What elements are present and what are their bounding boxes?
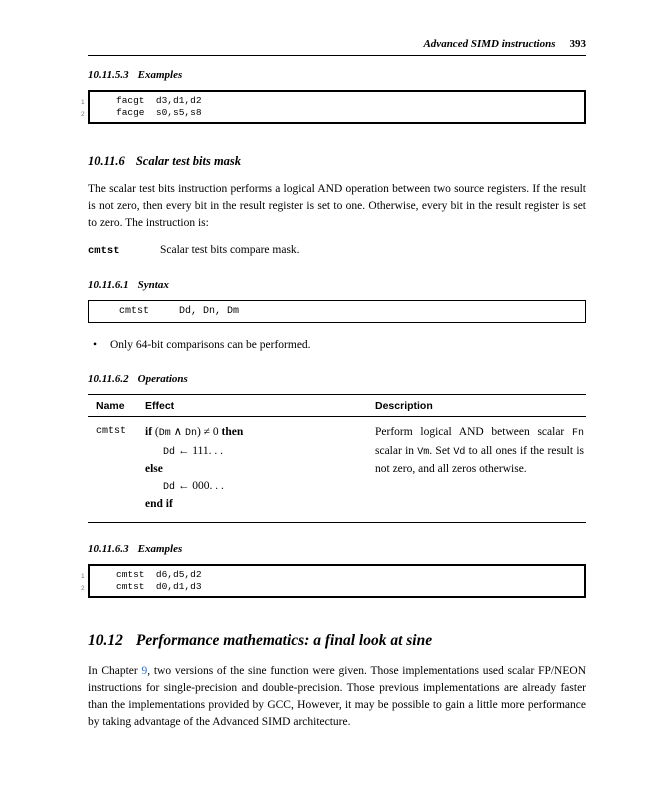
syntax-box: cmtst Dd, Dn, Dm [88, 300, 586, 323]
code-listing-cmtst [81, 564, 586, 598]
heading-title: Examples [137, 542, 183, 555]
page-number: 393 [569, 38, 586, 50]
text-segment: ∧ [170, 426, 185, 438]
text-segment: Fn [571, 428, 584, 439]
code-line [81, 107, 584, 119]
effect-line [145, 461, 375, 478]
text-segment: if [145, 426, 155, 438]
text-segment: Dm [158, 428, 171, 439]
effect-line [145, 443, 375, 462]
bullet-icon: • [93, 339, 98, 351]
bullet-text: Only 64-bit comparisons can be performed. [110, 339, 311, 351]
chapter-9-link[interactable]: 9 [141, 664, 148, 677]
text-segment: Vm [417, 446, 430, 458]
line-number: 1 [81, 99, 85, 106]
code-text: facge s0,s5,s8 [116, 107, 202, 118]
running-header [88, 38, 586, 56]
text-segment: to all ones if the result is not zero, and all zeros otherwise. [375, 444, 584, 475]
code-line [81, 95, 584, 107]
cell-effect [145, 424, 375, 513]
column-header-name: Name [96, 400, 125, 412]
operations-table [88, 394, 586, 523]
text-segment: Dn [184, 428, 197, 439]
definition-term: cmtst [88, 245, 120, 257]
running-title: Advanced SIMD instructions [423, 38, 556, 50]
page-content [81, 38, 586, 731]
text-segment: Perform logical AND between scalar [375, 426, 572, 438]
heading-title: Performance mathematics: a final look at sine [135, 631, 433, 649]
heading-number: 10.11.6.2 [88, 373, 129, 385]
heading-operations [88, 373, 586, 385]
text-segment: , two versions of the sine function were given. Those implementations used scalar FP/NEON instructions for single-precision and double-precision. Those previous implementations are already faster than the implementations provided by GCC, However, it may be possible to gain a little more performance by taking advantage of the Advanced SIMD architecture. [88, 664, 586, 728]
cell-instruction-name: cmtst [96, 426, 127, 437]
text-segment: else [145, 463, 163, 475]
code-text: cmtst d6,d5,d2 [116, 568, 202, 580]
table-header-row [88, 394, 586, 417]
text-segment: scalar in [375, 444, 418, 457]
definition-text: Scalar test bits compare mask. [160, 244, 300, 256]
code-text: cmtst d0,d1,d3 [116, 580, 202, 592]
code-listing-facgt [81, 90, 586, 124]
heading-title: Scalar test bits mask [135, 154, 242, 168]
line-number: 2 [81, 111, 85, 118]
heading-performance-mathematics [88, 632, 586, 650]
cell-description [375, 424, 586, 513]
line-number: 1 [81, 572, 85, 580]
definition-row [88, 244, 586, 257]
heading-number: 10.11.6 [88, 154, 125, 168]
heading-scalar-test-bits-mask [88, 154, 586, 169]
bullet-item [88, 339, 586, 351]
performance-paragraph [88, 663, 586, 731]
table-row [88, 417, 586, 523]
heading-syntax [88, 279, 586, 291]
text-segment: Dd [163, 446, 176, 458]
intro-paragraph: The scalar test bits instruction performs a logical AND operation between two source registers. If the result is not zero, then every bit in the result register is set to one. Otherwise, every bit in the result register is set to zero. The instruction is: [88, 183, 586, 229]
text-segment: ← 000. . . [175, 479, 224, 492]
heading-number: 10.11.6.3 [88, 542, 129, 555]
code-line [81, 568, 584, 581]
code-line [81, 580, 584, 593]
heading-title: Examples [137, 69, 183, 81]
text-segment: ( [154, 426, 159, 438]
line-number: 2 [81, 584, 85, 592]
text-segment: In Chapter [88, 664, 142, 677]
column-header-effect: Effect [145, 400, 175, 412]
text-segment: ) ≠ 0 [196, 426, 222, 438]
text-segment: ← 111. . . [175, 444, 224, 457]
heading-examples-1 [88, 69, 586, 81]
text-segment: . Set [429, 444, 454, 457]
effect-line [145, 478, 375, 497]
code-text: facgt d3,d1,d2 [116, 95, 202, 106]
text-segment: Dd [163, 481, 176, 493]
heading-title: Syntax [137, 279, 169, 291]
text-segment: Vd [453, 446, 466, 458]
heading-number: 10.11.6.1 [88, 279, 129, 291]
column-header-description: Description [375, 400, 433, 412]
heading-examples-2 [88, 543, 586, 555]
text-segment: then [221, 426, 244, 438]
effect-line [145, 496, 375, 513]
heading-number: 10.11.5.3 [88, 69, 129, 81]
heading-number: 10.12 [88, 631, 123, 649]
effect-line [145, 424, 375, 443]
heading-title: Operations [137, 373, 188, 385]
text-segment: end if [145, 498, 173, 510]
